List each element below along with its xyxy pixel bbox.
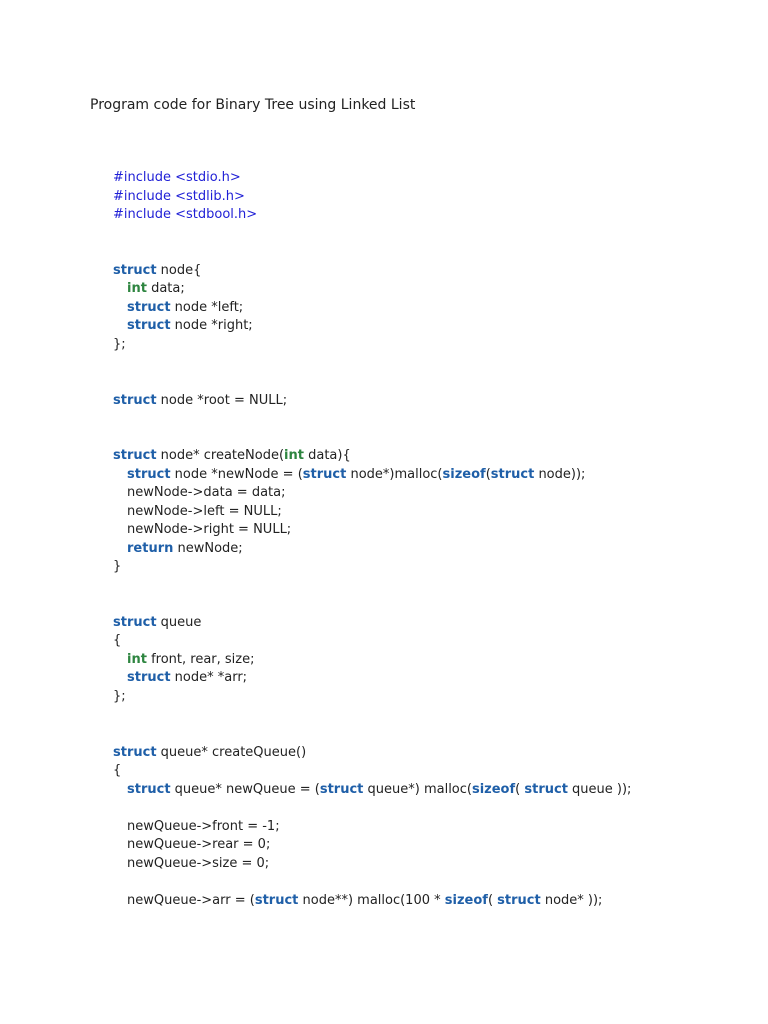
newnode-right-assign: newNode->right = NULL; xyxy=(127,522,292,537)
struct-node-close: }; xyxy=(113,337,126,352)
queue-arr-malloc: newQueue->arr = (struct node**) malloc(100 * sizeof( struct node* )); xyxy=(127,893,603,908)
queue-arr-field: struct node* *arr; xyxy=(127,670,248,685)
newnode-data-assign: newNode->data = data; xyxy=(127,485,286,500)
node-left-field: struct node *left; xyxy=(127,300,244,315)
queue-size-init: newQueue->size = 0; xyxy=(127,856,270,871)
create-queue-open: { xyxy=(113,763,122,778)
create-node-malloc: struct node *newNode = (struct node*)malloc(sizeof(struct node)); xyxy=(127,467,586,482)
include-stdio-line: #include <stdio.h> xyxy=(113,170,241,185)
create-node-signature: struct node* createNode(int data){ xyxy=(113,448,351,463)
include-stdlib-line: #include <stdlib.h> xyxy=(113,189,245,204)
queue-front-init: newQueue->front = -1; xyxy=(127,819,280,834)
struct-queue-open: { xyxy=(113,633,122,648)
newnode-left-assign: newNode->left = NULL; xyxy=(127,504,282,519)
include-stdbool-line: #include <stdbool.h> xyxy=(113,207,258,222)
node-data-field: int data; xyxy=(127,281,185,296)
create-queue-malloc: struct queue* newQueue = (struct queue*) malloc(sizeof( struct queue )); xyxy=(127,782,632,797)
node-right-field: struct node *right; xyxy=(127,318,253,333)
create-queue-signature: struct queue* createQueue() xyxy=(113,745,307,760)
queue-int-fields: int front, rear, size; xyxy=(127,652,255,667)
queue-rear-init: newQueue->rear = 0; xyxy=(127,837,271,852)
struct-queue-close: }; xyxy=(113,689,126,704)
struct-node-decl: struct node{ xyxy=(113,263,202,278)
root-decl: struct node *root = NULL; xyxy=(113,393,288,408)
create-node-close: } xyxy=(113,559,122,574)
struct-queue-decl: struct queue xyxy=(113,615,202,630)
page-title: Program code for Binary Tree using Linked List xyxy=(90,97,416,113)
create-node-return: return newNode; xyxy=(127,541,243,556)
